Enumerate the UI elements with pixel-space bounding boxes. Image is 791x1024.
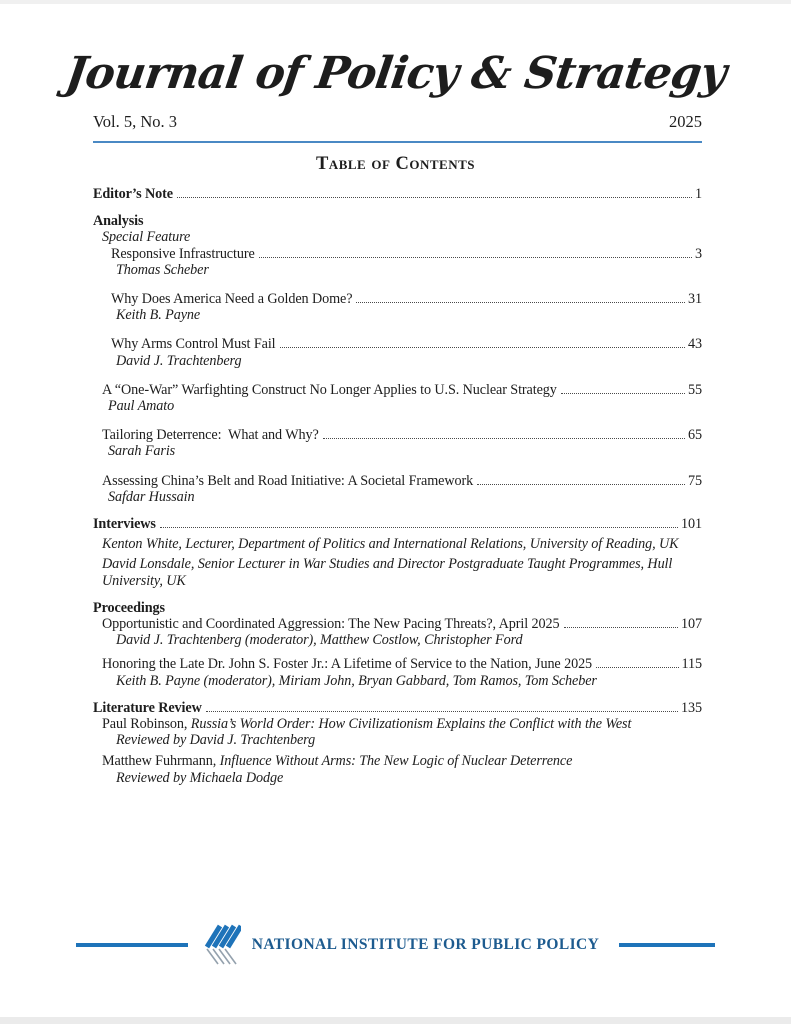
volume-label: Vol. 5, No. 3 [93, 112, 178, 131]
review-book-title: Influence Without Arms: The New Logic of Nuclear Deterrence [219, 753, 573, 770]
section-heading: Literature Review [93, 699, 202, 716]
scan-edge-top [0, 0, 791, 4]
dot-leader [206, 709, 678, 712]
header-rule [93, 141, 702, 143]
dot-leader [596, 665, 678, 668]
toc-article [93, 291, 702, 323]
special-feature-label: Special Feature [102, 229, 191, 246]
section-heading-row [93, 700, 702, 716]
review-entry [93, 716, 702, 748]
dot-leader [323, 436, 685, 439]
article-title: Tailoring Deterrence: What and Why? [102, 427, 319, 444]
proceeding-entry [93, 656, 702, 688]
footer-rule-right [619, 943, 715, 947]
page-number: 115 [681, 656, 702, 673]
section-heading: Analysis [93, 213, 144, 230]
page-number: 65 [688, 427, 702, 444]
article-row [111, 336, 702, 352]
article-row [102, 427, 702, 443]
article-title: Assessing China’s Belt and Road Initiative: A Societal Framework [102, 472, 474, 489]
toc-section [93, 213, 702, 505]
article-author: Keith B. Payne [116, 307, 201, 324]
toc-article [93, 336, 702, 368]
article-row [102, 473, 702, 489]
article-title: A “One-War” Warfighting Construct No Longer Applies to U.S. Nuclear Strategy [102, 381, 557, 398]
proceeding-entry [93, 616, 702, 648]
dot-leader [177, 195, 692, 198]
proceeding-participants: David J. Trachtenberg (moderator), Matthew Costlow, Christopher Ford [116, 632, 523, 649]
section-heading: Editor’s Note [93, 186, 173, 202]
section-heading-row [93, 516, 702, 532]
article-row [111, 246, 702, 262]
masthead [0, 0, 791, 143]
section-heading: Interviews [93, 516, 156, 533]
article-title: Why Arms Control Must Fail [111, 336, 276, 353]
footer [0, 916, 791, 974]
review-book-title: Russia’s World Order: How Civilizationism Explains the Conflict with the West [190, 716, 632, 733]
scan-edge-bottom [0, 1017, 791, 1024]
review-citation [102, 753, 702, 769]
interview-line: Kenton White, Lecturer, Department of Politics and International Relations, University of Reading, UK [102, 536, 679, 553]
nipp-stripes-logo-icon [204, 923, 241, 967]
toc-section [93, 186, 702, 202]
toc-title: Table of Contents [315, 154, 476, 174]
section-heading: Proceedings [93, 599, 165, 616]
page-number: 107 [681, 616, 702, 633]
interview-line: David Lonsdale, Senior Lecturer in War Studies and Director Postgraduate Taught Programmes, Hull University, UK [102, 556, 673, 589]
toc-section [93, 600, 702, 689]
journal-title: Journal of Policy & Strategy [62, 48, 729, 99]
article-title: Responsive Infrastructure [111, 245, 255, 262]
reviewed-by: Reviewed by Michaela Dodge [116, 769, 284, 786]
page-number: 135 [681, 699, 702, 716]
dot-leader [259, 255, 692, 258]
dot-leader [280, 345, 685, 348]
proceeding-participants: Keith B. Payne (moderator), Miriam John, Bryan Gabbard, Tom Ramos, Tom Scheber [116, 672, 597, 689]
page-number: 55 [688, 381, 702, 398]
dot-leader [477, 482, 685, 485]
review-citation [102, 716, 702, 732]
dot-leader [356, 300, 685, 303]
section-heading-row [93, 600, 702, 616]
review-entry [93, 753, 702, 785]
dot-leader [160, 525, 678, 528]
page-number: 43 [688, 336, 702, 353]
proceeding-title: Opportunistic and Coordinated Aggression: The New Pacing Threats?, April 2025 [102, 616, 560, 633]
proceeding-title: Honoring the Late Dr. John S. Foster Jr.: A Lifetime of Service to the Nation, June 2025 [102, 656, 593, 673]
page-number: 1 [695, 186, 702, 202]
year-label: 2025 [669, 112, 702, 131]
page-number: 75 [688, 472, 702, 489]
page-number: 31 [688, 291, 702, 308]
article-row [102, 382, 702, 398]
footer-rule-left [76, 943, 188, 947]
toc-article [93, 246, 702, 278]
article-author: Thomas Scheber [116, 261, 209, 278]
review-author: Matthew Fuhrmann, [102, 753, 220, 770]
proceeding-row [102, 656, 702, 672]
review-author: Paul Robinson, [102, 716, 191, 733]
page-number: 3 [695, 245, 702, 262]
proceeding-row [102, 616, 702, 632]
toc-section [93, 700, 702, 786]
article-row [111, 291, 702, 307]
page-number: 101 [681, 516, 702, 533]
issue-row [93, 112, 702, 132]
toc-article [93, 427, 702, 459]
article-title: Why Does America Need a Golden Dome? [111, 291, 353, 308]
reviewed-by: Reviewed by David J. Trachtenberg [116, 732, 316, 749]
article-author: David J. Trachtenberg [116, 352, 242, 369]
dot-leader [564, 625, 678, 628]
article-author: Sarah Faris [108, 443, 176, 460]
footer-org-name: NATIONAL INSTITUTE FOR PUBLIC POLICY [251, 936, 600, 953]
section-heading-row [93, 213, 702, 229]
article-author: Safdar Hussain [108, 488, 195, 505]
section-heading-row [93, 186, 702, 202]
dot-leader [561, 391, 685, 394]
toc-sections [93, 186, 702, 786]
toc-section [93, 516, 702, 589]
toc-article [93, 382, 702, 414]
toc-article [93, 473, 702, 505]
article-author: Paul Amato [108, 398, 175, 415]
